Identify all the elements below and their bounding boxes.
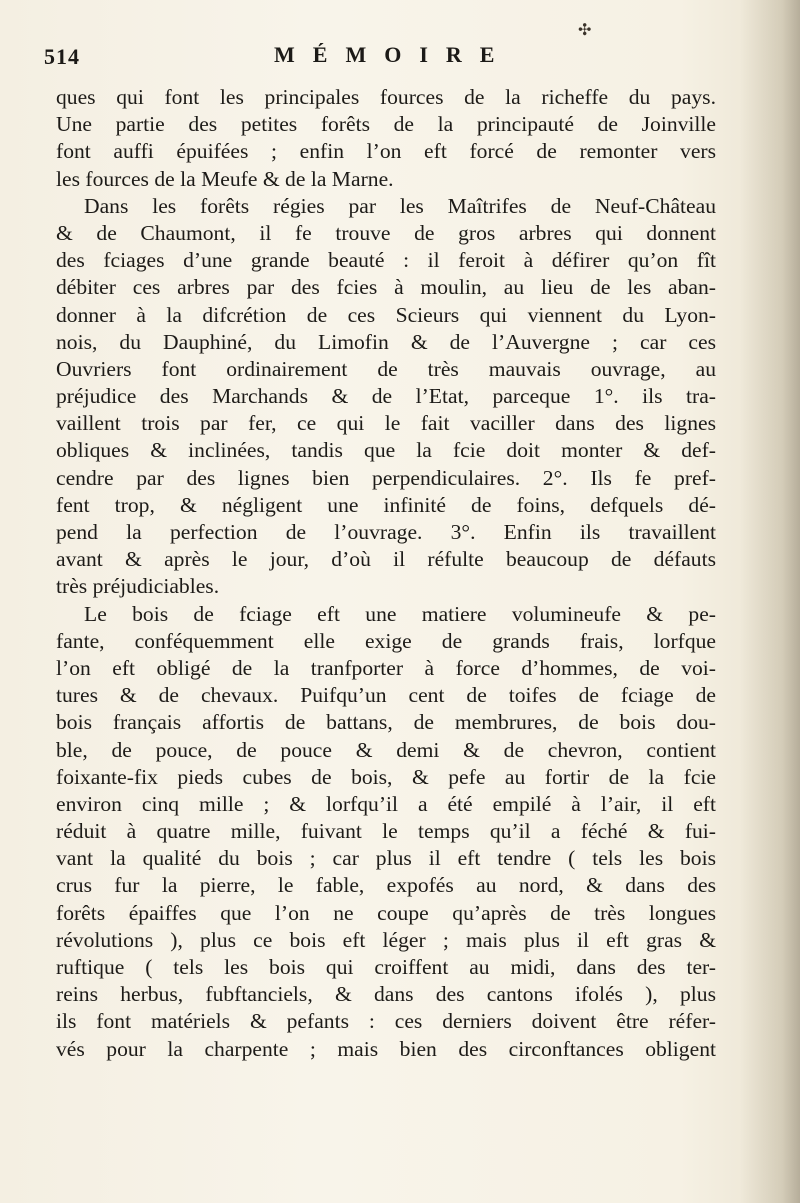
text-line: environ cinq mille ; & lorfqu’il a été empilé à l’air, il eft <box>56 791 716 816</box>
text-line: Une partie des petites forêts de la principauté de Joinville <box>56 112 716 137</box>
text-line: des fciages d’une grande beauté : il feroit à défirer qu’on fît <box>56 248 716 273</box>
text-line: & de Chaumont, il fe trouve de gros arbres qui donnent <box>56 220 716 245</box>
text-line: fent trop, & négligent une infinité de foins, defquels dé- <box>56 492 716 517</box>
text-line: vaillent trois par fer, ce qui le fait vaciller dans des lignes <box>56 411 716 436</box>
page-number: 514 <box>44 44 80 69</box>
text-line: bois français affortis de battans, de membrures, de bois dou- <box>56 710 716 735</box>
ornament-icon: ✣ <box>578 22 592 39</box>
text-line: l’on eft obligé de la tranfporter à force d’hommes, de voi- <box>56 655 716 680</box>
text-line: très préjudiciables. <box>56 574 220 599</box>
text-line: obliques & inclinées, tandis que la fcie doit monter & def- <box>56 438 716 463</box>
text-line: les fources de la Meufe & de la Marne. <box>56 166 394 191</box>
text-line: font auffi épuifées ; enfin l’on eft forcé de remonter vers <box>56 139 716 164</box>
text-line: forêts épaiffes que l’on ne coupe qu’après de très longues <box>56 900 716 925</box>
text-line: débiter ces arbres par des fcies à moulin, au lieu de les aban- <box>56 275 716 300</box>
text-line: pend la perfection de l’ouvrage. 3°. Enfin ils travaillent <box>56 520 716 544</box>
text-line: préjudice des Marchands & de l’Etat, parceque 1°. ils tra- <box>56 384 716 409</box>
text-line: ruftique ( tels les bois qui croiffent au midi, dans des ter- <box>56 955 716 979</box>
text-line: Ouvriers font ordinairement de très mauvais ouvrage, au <box>56 356 716 381</box>
text-line: vés pour la charpente ; mais bien des circonftances obligent <box>56 1036 716 1061</box>
text-line: reins herbus, fubftanciels, & dans des cantons ifolés ), plus <box>56 982 716 1007</box>
text-line: ils font matériels & pefants : ces derniers doivent être réfer- <box>56 1009 716 1034</box>
text-line: cendre par des lignes bien perpendiculaires. 2°. Ils fe pref- <box>56 465 716 490</box>
text-line: tures & de chevaux. Puifqu’un cent de toifes de fciage de <box>56 683 716 708</box>
text-line: ble, de pouce, de pouce & demi & de chevron, contient <box>56 737 716 762</box>
text-line: réduit à quatre mille, fuivant le temps qu’il a féché & fui- <box>56 819 716 844</box>
text-line: révolutions ), plus ce bois eft léger ; mais plus il eft gras & <box>56 927 716 952</box>
text-line: vant la qualité du bois ; car plus il eft tendre ( tels les bois <box>56 846 716 871</box>
text-line: foixante-fix pieds cubes de bois, & pefe au fortir de la fcie <box>56 764 716 789</box>
text-line: Le bois de fciage eft une matiere volumineufe & pe- <box>84 601 716 626</box>
page-edge-shadow <box>740 0 800 1203</box>
text-line: avant & après le jour, d’où il réfulte beaucoup de défauts <box>56 547 716 572</box>
page-header <box>44 22 744 80</box>
running-title: MÉMOIRE <box>274 42 513 67</box>
body-text <box>56 84 716 1063</box>
text-line: crus fur la pierre, le fable, expofés au nord, & dans des <box>56 873 716 898</box>
text-line: nois, du Dauphiné, du Limofin & de l’Auvergne ; car ces <box>56 329 716 354</box>
text-line: Dans les forêts régies par les Maîtrifes de Neuf-Château <box>84 193 716 218</box>
text-line: fante, conféquemment elle exige de grands frais, lorfque <box>56 628 716 653</box>
text-line: ques qui font les principales fources de la richeffe du pays. <box>56 85 716 109</box>
text-line: donner à la difcrétion de ces Scieurs qui viennent du Lyon- <box>56 302 716 327</box>
